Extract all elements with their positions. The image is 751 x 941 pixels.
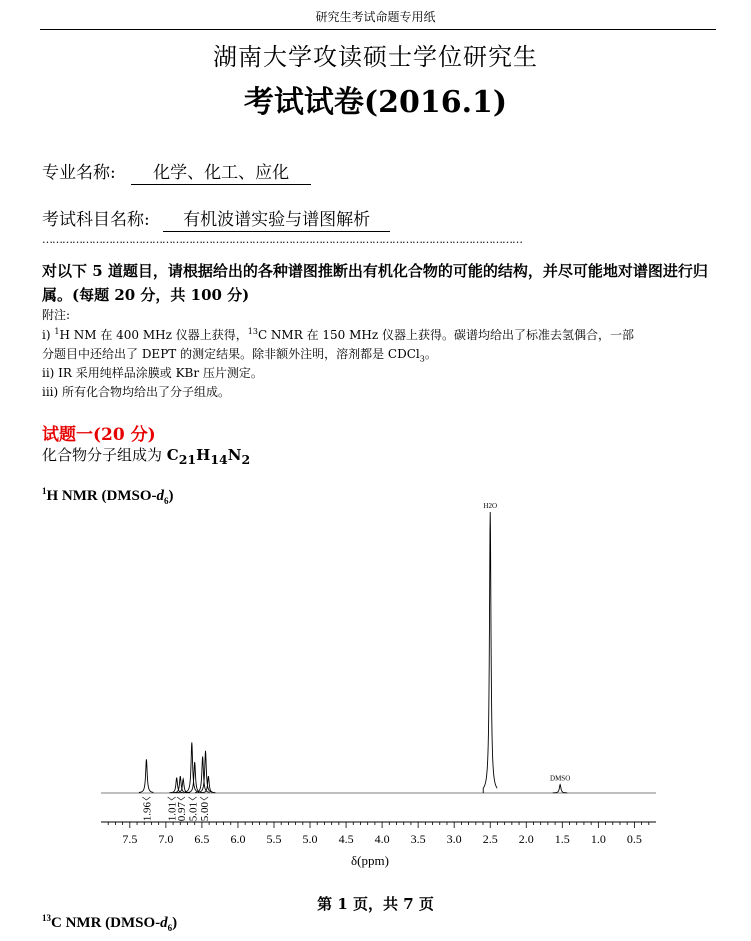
- spectrum-peaks: [139, 512, 567, 793]
- spectrum-peak: [553, 785, 567, 793]
- note-i-line2-end: 。: [424, 347, 437, 361]
- h-nmr-spectrum: [0, 500, 751, 880]
- integral-bracket: [189, 797, 197, 800]
- formula-n-count: 2: [241, 452, 251, 467]
- formula-n: N: [227, 446, 242, 464]
- x-tick-label: 6.5: [194, 832, 210, 846]
- peak-label: DMSO: [550, 774, 571, 783]
- note-i-part-b: H NM 在 400 MHz 仪器上获得，: [59, 328, 248, 342]
- x-tick-label: 7.0: [158, 832, 174, 846]
- x-tick-label: 3.5: [410, 832, 426, 846]
- integral-values: [141, 797, 211, 821]
- major-field: [42, 158, 311, 185]
- x-tick-label: 6.0: [230, 832, 246, 846]
- note-i-prefix: i): [42, 328, 55, 342]
- c-nmr-italic: d: [160, 915, 168, 931]
- integral-bracket: [177, 797, 185, 800]
- c-nmr-sup: 13: [42, 913, 51, 923]
- x-tick-label: 4.5: [338, 832, 354, 846]
- spectrum-peak: [483, 512, 497, 793]
- formula-h-count: 14: [210, 452, 228, 467]
- peak-labels: [483, 502, 570, 783]
- molecular-formula: [42, 444, 250, 467]
- x-tick-label: 4.0: [374, 832, 390, 846]
- x-tick-label: 2.0: [518, 832, 534, 846]
- c-nmr-text: C NMR (DMSO-: [51, 915, 161, 931]
- c-nmr-close: ): [172, 915, 178, 931]
- h-nmr-italic: d: [156, 488, 164, 504]
- formula-c: C: [166, 446, 179, 464]
- subject-field: [42, 205, 390, 232]
- formula-prefix: 化合物分子组成为: [42, 446, 167, 464]
- header-rule: [40, 29, 716, 30]
- instructions: 对以下 5 道题目，请根据给出的各种谱图推断出有机化合物的可能的结构，并尽可能地对谱图进行归属。(每题 20 分，共 100 分): [42, 262, 708, 304]
- x-tick-label: 5.0: [302, 832, 318, 846]
- major-label: 专业名称:: [42, 163, 116, 183]
- question-title: 试题一(20 分): [42, 425, 156, 445]
- page-footer: 第 1 页，共 7 页: [317, 895, 434, 913]
- integral-value: 1.96: [141, 802, 154, 822]
- integral-bracket: [168, 797, 176, 800]
- x-tick-label: 0.5: [626, 832, 642, 846]
- subject-label: 考试科目名称:: [42, 210, 150, 230]
- exam-title-line1: 湖南大学攻读硕士学位研究生: [213, 43, 538, 71]
- page-header: 研究生考试命题专用纸: [315, 10, 436, 24]
- note-i-line2-text: 分题目中还给出了 DEPT 的测定结果。除非额外注明，溶剂都是 CDCl: [42, 347, 420, 361]
- integral-bracket: [200, 797, 208, 800]
- integral-bracket: [142, 797, 150, 800]
- h-nmr-close: ): [168, 488, 174, 504]
- subject-value: 有机波谱实验与谱图解析: [163, 205, 390, 232]
- note-i-line2: [42, 345, 437, 363]
- x-axis-ticks: [108, 822, 649, 846]
- h-nmr-sub: 6: [163, 496, 169, 506]
- x-tick-label: 1.0: [590, 832, 606, 846]
- x-tick-label: 5.5: [266, 832, 282, 846]
- peak-label: H2O: [483, 502, 498, 510]
- separator-dots: ………………………………………………………………………………………………………………………………: [42, 233, 522, 246]
- note-i-sup2: 13: [247, 327, 258, 336]
- integral-value: 1.01: [166, 802, 179, 822]
- x-axis-label: δ(ppm): [351, 853, 389, 868]
- note-i-sup1: 1: [54, 327, 60, 336]
- notes-heading: 附注:: [42, 308, 71, 322]
- x-tick-label: 7.5: [122, 832, 138, 846]
- note-i-line2-sub: 3: [419, 354, 425, 364]
- note-i-part-c: C NMR 在 150 MHz 仪器上获得。碳谱均给出了标准去氢偶合，一部: [257, 328, 634, 342]
- note-ii: ii) IR 采用纯样品涂膜或 KBr 压片测定。: [42, 366, 263, 380]
- formula-h: H: [196, 446, 211, 464]
- c-nmr-sub: 6: [167, 923, 173, 933]
- h-nmr-text: H NMR (DMSO-: [46, 488, 157, 504]
- major-value: 化学、化工、应化: [131, 158, 311, 185]
- h-nmr-sup: 1: [42, 486, 47, 496]
- note-iii: iii) 所有化合物均给出了分子组成。: [42, 385, 231, 399]
- spectrum-peak: [139, 759, 153, 793]
- formula-c-count: 21: [178, 452, 197, 467]
- exam-title-line2: 考试试卷(2016.1): [243, 85, 508, 120]
- c-nmr-label: [42, 913, 177, 933]
- integral-value: 0.97: [176, 802, 189, 822]
- x-tick-label: 2.5: [482, 832, 498, 846]
- x-tick-label: 3.0: [446, 832, 462, 846]
- integral-value: 5.01: [187, 802, 200, 822]
- note-i-line1: [42, 326, 634, 343]
- x-tick-label: 1.5: [554, 832, 570, 846]
- integral-value: 5.00: [199, 802, 212, 822]
